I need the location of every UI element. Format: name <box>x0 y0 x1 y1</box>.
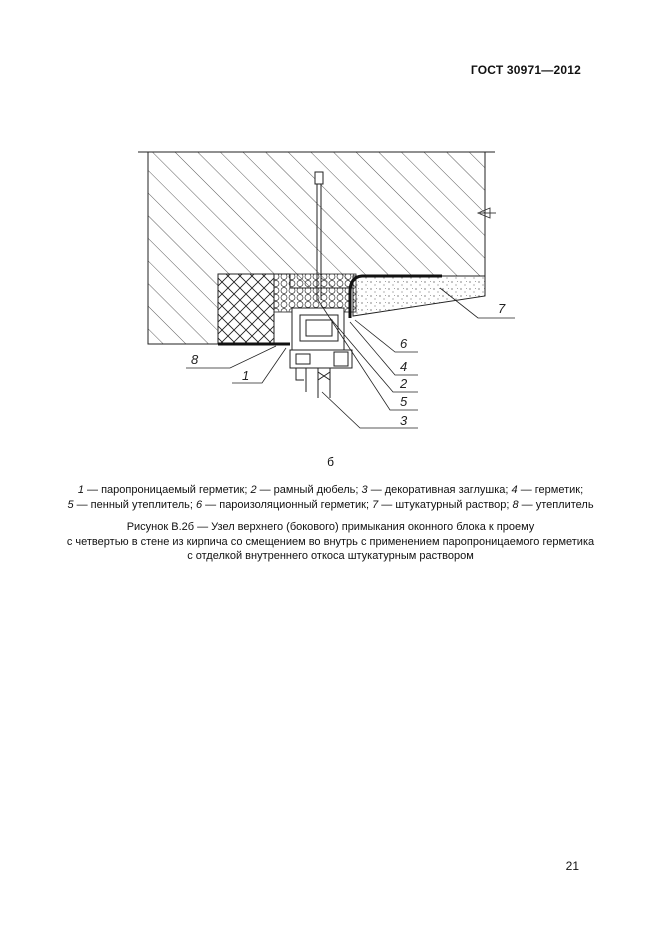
figure-legend <box>40 483 621 513</box>
callout-3: 3 <box>400 413 408 428</box>
legend-text: — декоративная заглушка; <box>367 484 512 496</box>
standard-code: ГОСТ 30971—2012 <box>470 63 581 77</box>
plaster-layer <box>353 276 485 316</box>
insulation-block <box>218 274 274 344</box>
callout-4: 4 <box>400 359 408 374</box>
legend-line-1 <box>40 483 621 498</box>
legend-line-2 <box>40 498 621 513</box>
technical-drawing <box>0 0 661 460</box>
callout-7: 7 <box>498 301 506 316</box>
callout-6: 6 <box>400 336 408 351</box>
callout-5: 5 <box>400 394 408 409</box>
callout-8: 8 <box>191 352 199 367</box>
foam-insulation <box>274 274 356 312</box>
window-frame-profile <box>290 308 352 398</box>
legend-text: — паропроницаемый герметик; <box>83 484 251 496</box>
figure-caption <box>20 520 641 564</box>
figure-letter: б <box>327 455 334 469</box>
page-number: 21 <box>565 859 579 873</box>
legend-num: 7 <box>372 499 379 511</box>
legend-text: — пенный утеплитель; <box>73 499 196 511</box>
legend-text: — утеплитель <box>518 499 594 511</box>
legend-num: 8 <box>512 499 519 511</box>
legend-num: 1 <box>77 484 84 496</box>
caption-line-1: Рисунок В.2б — Узел верхнего (бокового) примыкания оконного блока к проему <box>126 521 535 533</box>
callout-2: 2 <box>400 376 408 391</box>
caption-line-2: с четвертью в стене из кирпича со смещением во внутрь с применением паропроницаемого герметика <box>66 535 595 548</box>
legend-num: 3 <box>361 484 368 496</box>
legend-text: — герметик; <box>517 484 584 496</box>
callout-1: 1 <box>242 368 250 383</box>
legend-num: 6 <box>196 499 203 511</box>
legend-num: 2 <box>250 484 257 496</box>
legend-text: — штукатурный раствор; <box>378 499 513 511</box>
legend-text: — пароизоляционный герметик; <box>202 499 373 511</box>
legend-text: — рамный дюбель; <box>256 484 362 496</box>
caption-line-3: с отделкой внутреннего откоса штукатурным раствором <box>187 550 474 562</box>
legend-num: 4 <box>511 484 518 496</box>
legend-num: 5 <box>67 499 74 511</box>
